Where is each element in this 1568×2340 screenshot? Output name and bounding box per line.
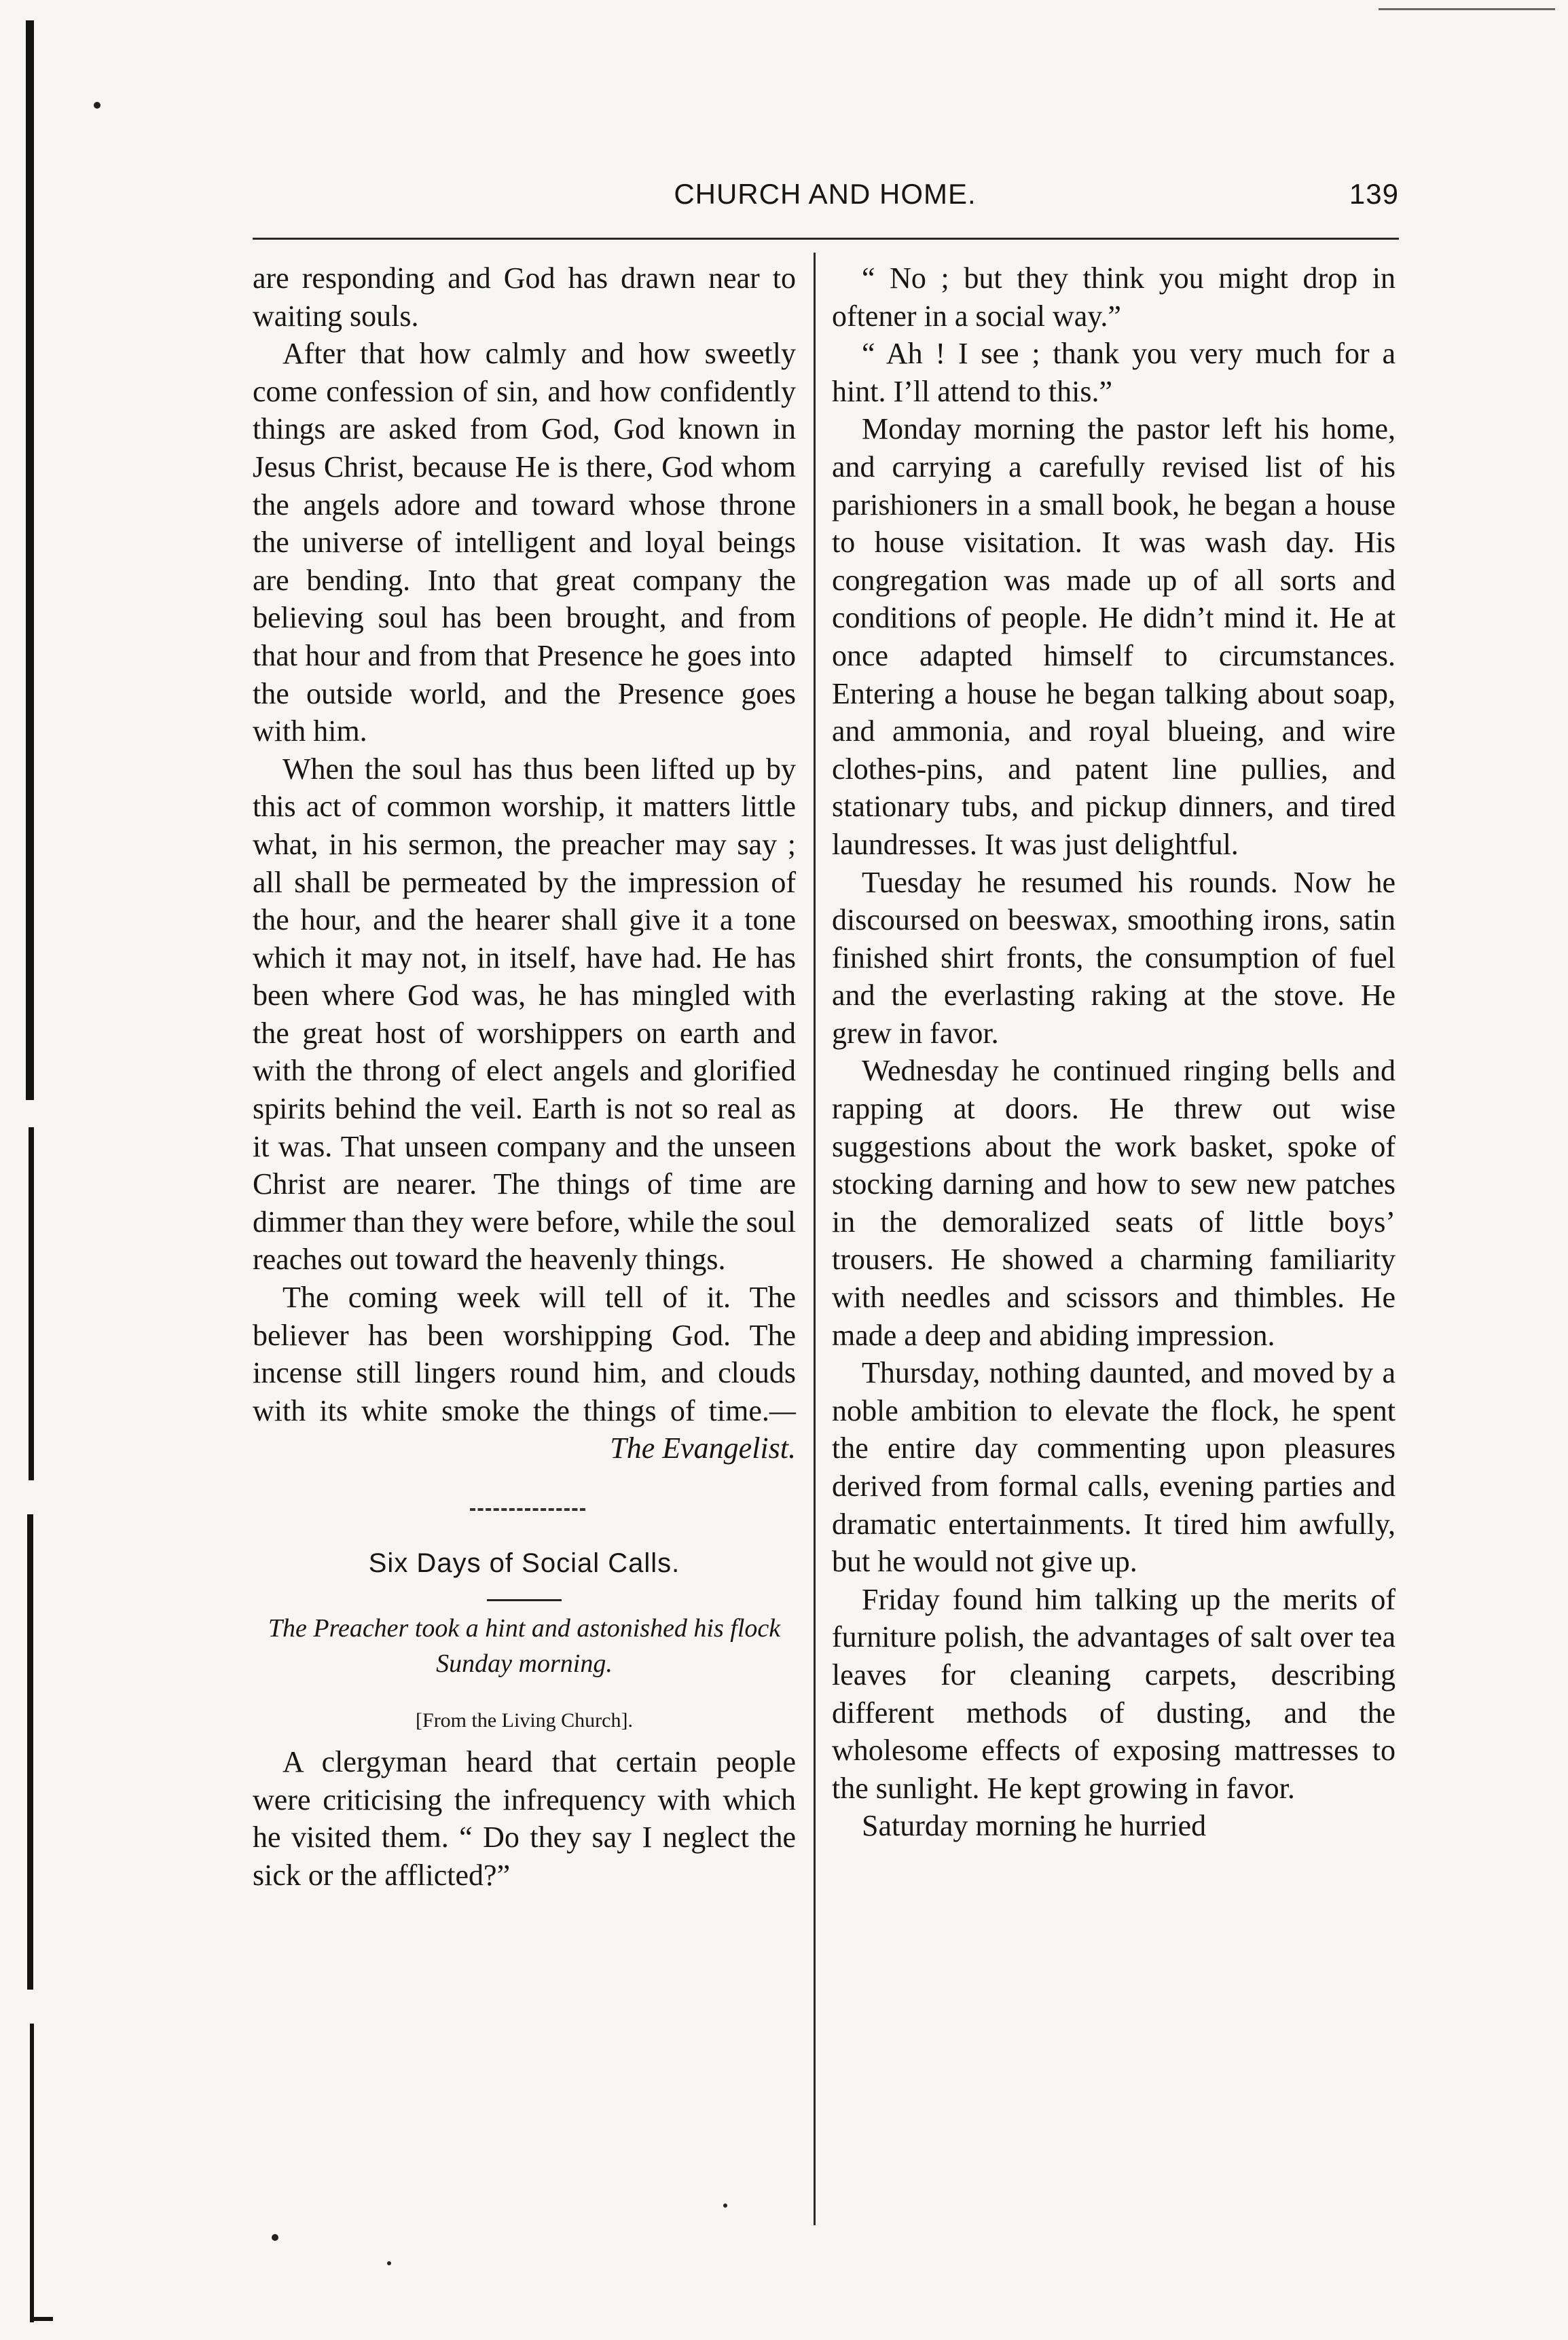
article-title: Six Days of Social Calls. bbox=[368, 1548, 680, 1578]
column-divider bbox=[814, 253, 816, 2225]
header-rule bbox=[253, 238, 1399, 240]
article-subtitle: The Preacher took a hint and astonished his flock Sunday morning. bbox=[268, 1613, 781, 1678]
running-title: CHURCH AND HOME. bbox=[674, 178, 977, 210]
binding-edge bbox=[29, 1127, 34, 1480]
paragraph: After that how calmly and how sweetly come confession of sin, and how confidently things are asked from God, God known in Jesus Christ, because He is there, God whom the angels adore and toward whose throne the universe of intelligent and loyal beings are bending. Into that great company the believing soul has been brought, and from that hour and from that Presence he goes into the outside world, and the Presence goes with him. bbox=[253, 337, 796, 748]
page-number: 139 bbox=[1349, 178, 1399, 210]
paragraph: Saturday morning he hurried bbox=[862, 1809, 1207, 1843]
paragraph: “ Ah ! I see ; thank you very much for a hint. I’ll attend to this.” bbox=[832, 337, 1396, 408]
paragraph: Friday found him talking up the merits of furniture polish, the advantages of salt over tea leaves for cleaning carpets, describing different methods of dusting, and the wholesome effects of exposing mattresses to the sunlight. He kept growing in favor. bbox=[832, 1582, 1396, 1805]
binding-edge-foot bbox=[30, 2317, 53, 2321]
binding-edge bbox=[26, 20, 34, 1100]
scan-speck bbox=[94, 102, 101, 109]
right-column bbox=[832, 259, 1396, 1845]
paragraph: Monday morning the pastor left his home, and carrying a carefully revised list of his parishioners in a small book, he began a house to house visitation. It was wash day. His congregation was made up of all sorts and conditions of people. He didn’t mind it. He at once adapted himself to circumstances. Entering a house he began talking about soap, and ammonia, and royal blueing, and wire clothes-pins, and patent line pullies, and stationary tubs, and pickup dinners, and tired laundresses. It was just delightful. bbox=[832, 412, 1396, 861]
title-rule bbox=[487, 1599, 562, 1601]
paragraph: When the soul has thus been lifted up by this act of common worship, it matters little what, in his sermon, the preacher may say ; all shall be permeated by the impression of the hour, and the hearer shall give it a tone which it may not, in itself, have had. He has been where God was, he has mingled with the great host of worshippers on earth and with the throng of elect angels and glorified spirits behind the veil. Earth is not so real as it was. That unseen company and the unseen Christ are nearer. The things of time are dimmer than they were before, while the soul reaches out toward the heavenly things. bbox=[253, 752, 796, 1277]
scan-speck bbox=[272, 2234, 278, 2241]
left-column bbox=[253, 259, 796, 1895]
running-head bbox=[251, 178, 1399, 219]
paragraph: Thursday, nothing daunted, and moved by a noble ambition to elevate the flock, he spent the entire day commenting upon pleasures derived from formal calls, evening parties and dramatic entertainments. It tired him awfully, but he would not give up. bbox=[832, 1356, 1396, 1579]
closing-signature: — The Evangelist. bbox=[610, 1393, 796, 1465]
scan-artifact-line bbox=[1379, 8, 1555, 10]
paragraph: Wednesday he continued ringing bells and rapping at doors. He threw out wise suggestions about the work basket, spoke of stocking darning and how to sew new patches in the demoralized seats of little boys’ trousers. He showed a charming familiarity with needles and scissors and thimbles. He made a deep and abiding impression. bbox=[832, 1054, 1396, 1352]
scan-speck bbox=[723, 2204, 727, 2208]
scan-speck bbox=[387, 2261, 391, 2265]
paragraph: A clergyman heard that certain people were criticising the infrequency with which he visited them. “ Do they say I neglect the sick or the afflicted?” bbox=[253, 1745, 796, 1892]
binding-edge bbox=[27, 1514, 33, 1990]
paragraph bbox=[253, 1279, 796, 1467]
binding-edge bbox=[30, 2024, 34, 2322]
paragraph: are responding and God has drawn near to waiting souls. bbox=[253, 261, 796, 333]
section-separator bbox=[253, 1467, 796, 1533]
paragraph-text: The coming week will tell of it. The believer has been worshipping God. The incense still lingers round him, and clouds with its white smoke the things of time. bbox=[253, 1281, 796, 1427]
paragraph: “ No ; but they think you might drop in oftener in a social way.” bbox=[832, 261, 1396, 333]
paragraph: Tuesday he resumed his rounds. Now he discoursed on beeswax, smoothing irons, satin finished shirt fronts, the consumption of fuel and the everlasting raking at the stove. He grew in favor. bbox=[832, 865, 1396, 1050]
article-source: [From the Living Church]. bbox=[416, 1708, 633, 1732]
